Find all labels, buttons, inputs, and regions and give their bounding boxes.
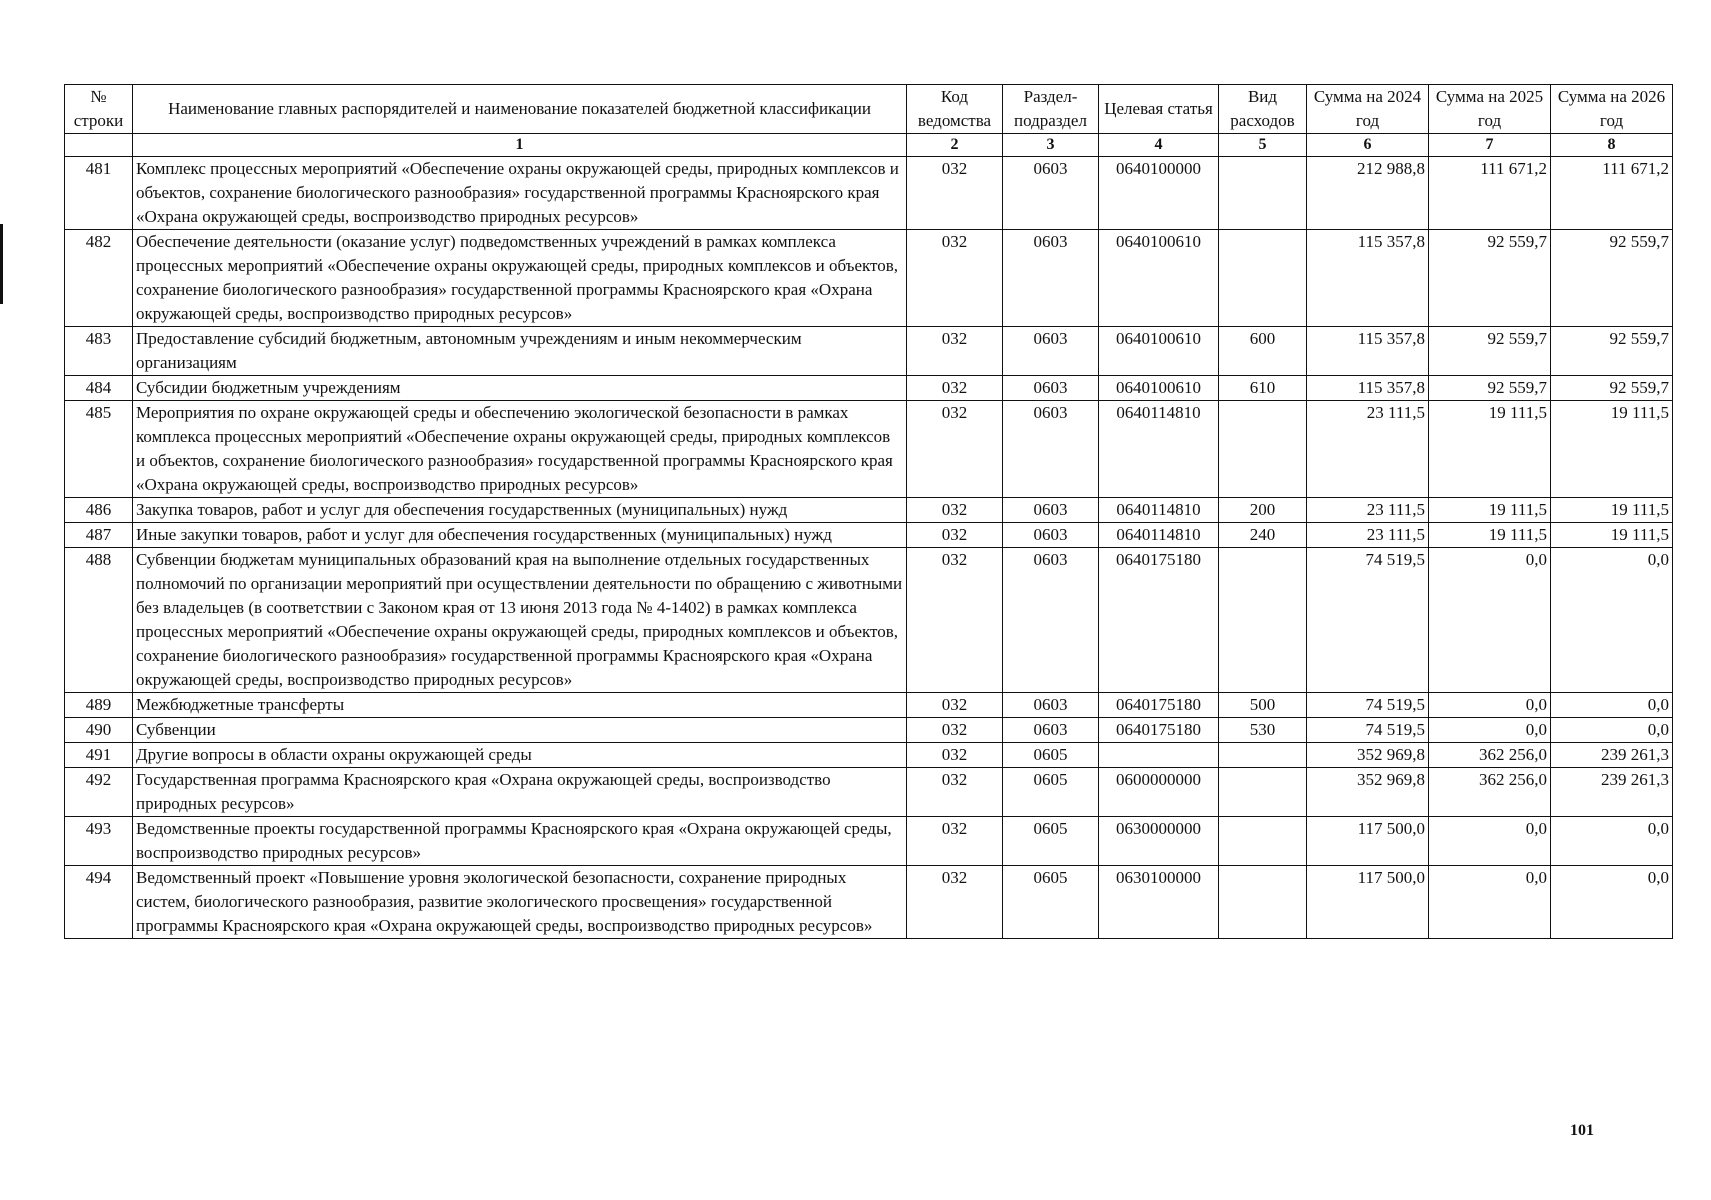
row-dept-code: 032 bbox=[907, 157, 1003, 230]
row-sum-2024: 352 969,8 bbox=[1307, 768, 1429, 817]
row-sum-2025: 111 671,2 bbox=[1429, 157, 1551, 230]
table-row bbox=[65, 817, 1673, 866]
row-target: 0640100610 bbox=[1099, 230, 1219, 327]
row-dept-code: 032 bbox=[907, 498, 1003, 523]
row-name: Комплекс процессных мероприятий «Обеспечение охраны окружающей среды, природных комплексов и объектов, сохранение биологического разнообразия» государственной программы Красноярского края «Охрана окружающей среды, воспроизводство природных ресурсов» bbox=[133, 157, 907, 230]
row-sum-2026: 0,0 bbox=[1551, 817, 1673, 866]
row-dept-code: 032 bbox=[907, 817, 1003, 866]
row-sum-2026: 239 261,3 bbox=[1551, 743, 1673, 768]
row-target: 0640114810 bbox=[1099, 498, 1219, 523]
row-sum-2025: 92 559,7 bbox=[1429, 230, 1551, 327]
row-exp-type: 240 bbox=[1219, 523, 1307, 548]
scan-edge-mark bbox=[0, 224, 3, 304]
row-sum-2026: 111 671,2 bbox=[1551, 157, 1673, 230]
row-sum-2024: 115 357,8 bbox=[1307, 327, 1429, 376]
row-name: Государственная программа Красноярского края «Охрана окружающей среды, воспроизводство природных ресурсов» bbox=[133, 768, 907, 817]
row-section: 0603 bbox=[1003, 376, 1099, 401]
row-name: Иные закупки товаров, работ и услуг для обеспечения государственных (муниципальных) нужд bbox=[133, 523, 907, 548]
row-exp-type: 500 bbox=[1219, 693, 1307, 718]
row-sum-2024: 23 111,5 bbox=[1307, 498, 1429, 523]
row-sum-2026: 0,0 bbox=[1551, 548, 1673, 693]
row-name: Предоставление субсидий бюджетным, автономным учреждениям и иным некоммерческим организациям bbox=[133, 327, 907, 376]
row-sum-2024: 115 357,8 bbox=[1307, 230, 1429, 327]
row-number: 483 bbox=[65, 327, 133, 376]
row-section: 0603 bbox=[1003, 498, 1099, 523]
row-section: 0603 bbox=[1003, 327, 1099, 376]
row-number: 485 bbox=[65, 401, 133, 498]
row-target: 0640114810 bbox=[1099, 523, 1219, 548]
header-row bbox=[65, 85, 1673, 134]
column-number-row bbox=[65, 134, 1673, 157]
table-row bbox=[65, 548, 1673, 693]
col-number: 7 bbox=[1429, 134, 1551, 157]
row-target: 0640114810 bbox=[1099, 401, 1219, 498]
col-header-name: Наименование главных распорядителей и наименование показателей бюджетной классификации bbox=[133, 85, 907, 134]
col-number bbox=[65, 134, 133, 157]
row-name: Ведомственный проект «Повышение уровня экологической безопасности, сохранение природных систем, биологического разнообразия, развитие экологического просвещения» государственной программы Красноярского края «Охрана окружающей среды, воспроизводство природных ресурсов» bbox=[133, 866, 907, 939]
row-exp-type bbox=[1219, 817, 1307, 866]
row-name: Закупка товаров, работ и услуг для обеспечения государственных (муниципальных) нужд bbox=[133, 498, 907, 523]
row-dept-code: 032 bbox=[907, 768, 1003, 817]
row-number: 487 bbox=[65, 523, 133, 548]
table-row bbox=[65, 768, 1673, 817]
col-number: 6 bbox=[1307, 134, 1429, 157]
row-target: 0640175180 bbox=[1099, 693, 1219, 718]
budget-table bbox=[64, 84, 1673, 939]
row-sum-2025: 19 111,5 bbox=[1429, 401, 1551, 498]
row-section: 0605 bbox=[1003, 866, 1099, 939]
table-row bbox=[65, 693, 1673, 718]
row-sum-2024: 74 519,5 bbox=[1307, 718, 1429, 743]
col-header-exp-type: Вид расходов bbox=[1219, 85, 1307, 134]
table-row bbox=[65, 498, 1673, 523]
row-name: Субвенции bbox=[133, 718, 907, 743]
row-section: 0603 bbox=[1003, 523, 1099, 548]
col-number: 2 bbox=[907, 134, 1003, 157]
row-exp-type: 200 bbox=[1219, 498, 1307, 523]
row-sum-2024: 74 519,5 bbox=[1307, 548, 1429, 693]
row-sum-2024: 117 500,0 bbox=[1307, 817, 1429, 866]
row-name: Мероприятия по охране окружающей среды и обеспечению экологической безопасности в рамках комплекса процессных мероприятий «Обеспечение охраны окружающей среды, природных комплексов и объектов, сохранение биологического разнообразия» государственной программы Красноярского края «Охрана окружающей среды, воспроизводство природных ресурсов» bbox=[133, 401, 907, 498]
row-sum-2026: 0,0 bbox=[1551, 693, 1673, 718]
row-number: 494 bbox=[65, 866, 133, 939]
col-number: 8 bbox=[1551, 134, 1673, 157]
row-exp-type bbox=[1219, 157, 1307, 230]
col-number: 3 bbox=[1003, 134, 1099, 157]
col-number: 1 bbox=[133, 134, 907, 157]
row-number: 488 bbox=[65, 548, 133, 693]
row-name: Другие вопросы в области охраны окружающей среды bbox=[133, 743, 907, 768]
row-exp-type bbox=[1219, 866, 1307, 939]
row-number: 489 bbox=[65, 693, 133, 718]
row-number: 491 bbox=[65, 743, 133, 768]
row-sum-2026: 239 261,3 bbox=[1551, 768, 1673, 817]
row-dept-code: 032 bbox=[907, 230, 1003, 327]
row-sum-2024: 23 111,5 bbox=[1307, 401, 1429, 498]
row-dept-code: 032 bbox=[907, 718, 1003, 743]
row-name: Субвенции бюджетам муниципальных образований края на выполнение отдельных государственных полномочий по организации мероприятий при осуществлении деятельности по обращению с животными без владельцев (в соответствии с Законом края от 13 июня 2013 года № 4-1402) в рамках комплекса процессных мероприятий «Обеспечение охраны окружающей среды, природных комплексов и объектов, сохранение биологического разнообразия» государственной программы Красноярского края «Охрана окружающей среды, воспроизводство природных ресурсов» bbox=[133, 548, 907, 693]
row-sum-2026: 19 111,5 bbox=[1551, 498, 1673, 523]
row-number: 493 bbox=[65, 817, 133, 866]
row-section: 0603 bbox=[1003, 548, 1099, 693]
row-sum-2025: 92 559,7 bbox=[1429, 376, 1551, 401]
row-section: 0603 bbox=[1003, 230, 1099, 327]
row-number: 481 bbox=[65, 157, 133, 230]
table-row bbox=[65, 523, 1673, 548]
col-header-2024: Сумма на 2024 год bbox=[1307, 85, 1429, 134]
row-sum-2025: 0,0 bbox=[1429, 718, 1551, 743]
row-dept-code: 032 bbox=[907, 523, 1003, 548]
row-sum-2025: 0,0 bbox=[1429, 693, 1551, 718]
row-name: Обеспечение деятельности (оказание услуг) подведомственных учреждений в рамках комплекса процессных мероприятий «Обеспечение охраны окружающей среды, природных комплексов и объектов, сохранение биологического разнообразия» государственной программы Красноярского края «Охрана окружающей среды, воспроизводство природных ресурсов» bbox=[133, 230, 907, 327]
row-sum-2024: 117 500,0 bbox=[1307, 866, 1429, 939]
row-exp-type bbox=[1219, 401, 1307, 498]
row-section: 0603 bbox=[1003, 693, 1099, 718]
row-name: Ведомственные проекты государственной программы Красноярского края «Охрана окружающей среды, воспроизводство природных ресурсов» bbox=[133, 817, 907, 866]
row-number: 482 bbox=[65, 230, 133, 327]
table-row bbox=[65, 718, 1673, 743]
row-sum-2026: 92 559,7 bbox=[1551, 376, 1673, 401]
row-section: 0603 bbox=[1003, 401, 1099, 498]
table-row bbox=[65, 743, 1673, 768]
col-header-dept: Код ведомства bbox=[907, 85, 1003, 134]
table-row bbox=[65, 401, 1673, 498]
col-header-target: Целевая статья bbox=[1099, 85, 1219, 134]
row-sum-2024: 212 988,8 bbox=[1307, 157, 1429, 230]
row-target: 0630000000 bbox=[1099, 817, 1219, 866]
row-sum-2025: 362 256,0 bbox=[1429, 743, 1551, 768]
page-number: 101 bbox=[1570, 1122, 1594, 1139]
row-sum-2025: 362 256,0 bbox=[1429, 768, 1551, 817]
row-sum-2025: 0,0 bbox=[1429, 817, 1551, 866]
row-target: 0630100000 bbox=[1099, 866, 1219, 939]
row-sum-2025: 92 559,7 bbox=[1429, 327, 1551, 376]
row-sum-2025: 0,0 bbox=[1429, 866, 1551, 939]
col-number: 4 bbox=[1099, 134, 1219, 157]
row-dept-code: 032 bbox=[907, 376, 1003, 401]
row-sum-2026: 0,0 bbox=[1551, 718, 1673, 743]
row-dept-code: 032 bbox=[907, 401, 1003, 498]
row-exp-type bbox=[1219, 548, 1307, 693]
col-header-section: Раздел- подраздел bbox=[1003, 85, 1099, 134]
row-target: 0640175180 bbox=[1099, 548, 1219, 693]
row-dept-code: 032 bbox=[907, 548, 1003, 693]
row-dept-code: 032 bbox=[907, 327, 1003, 376]
row-number: 490 bbox=[65, 718, 133, 743]
row-sum-2026: 92 559,7 bbox=[1551, 327, 1673, 376]
row-sum-2026: 0,0 bbox=[1551, 866, 1673, 939]
row-name: Межбюджетные трансферты bbox=[133, 693, 907, 718]
table-row bbox=[65, 230, 1673, 327]
row-dept-code: 032 bbox=[907, 743, 1003, 768]
row-section: 0603 bbox=[1003, 157, 1099, 230]
row-target: 0640175180 bbox=[1099, 718, 1219, 743]
row-exp-type bbox=[1219, 743, 1307, 768]
row-exp-type: 530 bbox=[1219, 718, 1307, 743]
row-exp-type: 600 bbox=[1219, 327, 1307, 376]
row-exp-type: 610 bbox=[1219, 376, 1307, 401]
col-number: 5 bbox=[1219, 134, 1307, 157]
table-row bbox=[65, 376, 1673, 401]
row-sum-2024: 74 519,5 bbox=[1307, 693, 1429, 718]
row-name: Субсидии бюджетным учреждениям bbox=[133, 376, 907, 401]
row-sum-2024: 115 357,8 bbox=[1307, 376, 1429, 401]
row-target: 0600000000 bbox=[1099, 768, 1219, 817]
row-target bbox=[1099, 743, 1219, 768]
row-target: 0640100610 bbox=[1099, 376, 1219, 401]
row-sum-2026: 19 111,5 bbox=[1551, 401, 1673, 498]
row-section: 0605 bbox=[1003, 817, 1099, 866]
row-sum-2026: 92 559,7 bbox=[1551, 230, 1673, 327]
col-header-2025: Сумма на 2025 год bbox=[1429, 85, 1551, 134]
row-section: 0603 bbox=[1003, 718, 1099, 743]
table-row bbox=[65, 327, 1673, 376]
col-header-2026: Сумма на 2026 год bbox=[1551, 85, 1673, 134]
row-exp-type bbox=[1219, 768, 1307, 817]
row-target: 0640100610 bbox=[1099, 327, 1219, 376]
row-target: 0640100000 bbox=[1099, 157, 1219, 230]
table-row bbox=[65, 157, 1673, 230]
row-sum-2024: 23 111,5 bbox=[1307, 523, 1429, 548]
row-sum-2026: 19 111,5 bbox=[1551, 523, 1673, 548]
row-number: 486 bbox=[65, 498, 133, 523]
row-exp-type bbox=[1219, 230, 1307, 327]
row-sum-2025: 19 111,5 bbox=[1429, 498, 1551, 523]
row-dept-code: 032 bbox=[907, 866, 1003, 939]
row-sum-2024: 352 969,8 bbox=[1307, 743, 1429, 768]
row-sum-2025: 19 111,5 bbox=[1429, 523, 1551, 548]
row-number: 484 bbox=[65, 376, 133, 401]
row-number: 492 bbox=[65, 768, 133, 817]
row-section: 0605 bbox=[1003, 768, 1099, 817]
table-row bbox=[65, 866, 1673, 939]
row-sum-2025: 0,0 bbox=[1429, 548, 1551, 693]
col-header-row-no: № строки bbox=[65, 85, 133, 134]
row-dept-code: 032 bbox=[907, 693, 1003, 718]
row-section: 0605 bbox=[1003, 743, 1099, 768]
